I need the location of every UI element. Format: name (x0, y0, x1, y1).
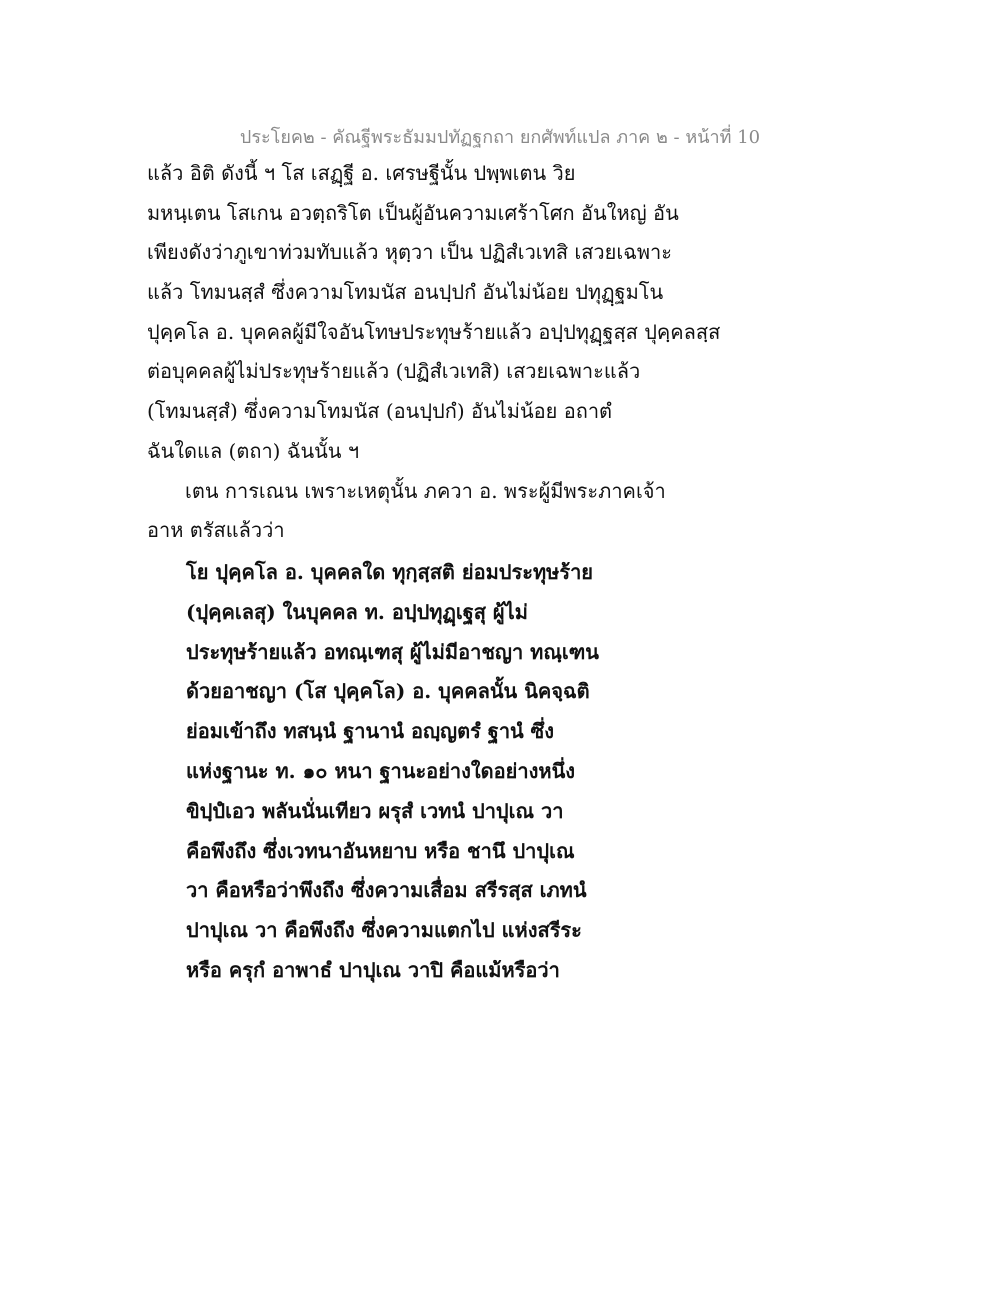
body-line: ปุคฺคโล อ. บุคคลผู้มีใจอันโทษประทุษร้ายแล้ว อปฺปทุฏฺฐสฺส ปุคฺคลสฺส (147, 319, 721, 344)
body-line: (โทมนสฺสํ) ซึ่งความโทมนัส (อนปฺปกํ) อันไม่น้อย อถาตํ (147, 399, 613, 424)
verse-block (186, 557, 866, 995)
verse-line: ขิปฺปํเอว พลันนั่นเทียว ผรุสํ เวทนํ ปาปุเณ วา (186, 798, 564, 823)
body-line: เพียงดังว่าภูเขาท่วมทับแล้ว หุตฺวา เป็น ปฏิสํเวเทสิ เสวยเฉพาะ (147, 240, 672, 265)
body-line: ฉันใดแล (ตถา) ฉันนั้น ฯ (147, 438, 360, 463)
verse-line: ประทุษร้ายแล้ว อทณฺเฑสุ ผู้ไม่มีอาชญา ทณฺเฑน (186, 639, 599, 664)
paragraph-2-second-line: อาห ตรัสแล้วว่า (147, 518, 285, 543)
verse-line: ปาปุเณ วา คือพึงถึง ซึ่งความแตกไป แห่งสรีระ (186, 918, 582, 943)
verse-line: แห่งฐานะ ท. ๑๐ หนา ฐานะอย่างใดอย่างหนึ่ง (186, 758, 576, 783)
body-line: แล้ว อิติ ดังนี้ ฯ โส เสฏฺฐี อ. เศรษฐีนั้น ปพฺพเตน วิย (147, 161, 576, 185)
body-line: มหนฺเตน โสเกน อวตฺถริโต เป็นผู้อันความเศร้าโศก อันใหญ่ อัน (147, 200, 679, 225)
verse-line: โย ปุคฺคโล อ. บุคคลใด ทุกฺสฺสติ ย่อมประทุษร้าย (186, 560, 594, 584)
body-text (147, 158, 847, 555)
verse-line: คือพึงถึง ซึ่งเวทนาอันหยาบ หรือ ชานึ ปาปุเณ (186, 838, 575, 863)
verse-line: ด้วยอาชญา (โส ปุคฺคโล) อ. บุคคลนั้น นิคจฺฉติ (186, 679, 590, 704)
verse-line: วา คือหรือว่าพึงถึง ซึ่งความเสื่อม สรีรสฺส เภทนํ (186, 878, 587, 903)
body-line: ต่อบุคคลผู้ไม่ประทุษร้ายแล้ว (ปฏิสํเวเทสิ) เสวยเฉพาะแล้ว (147, 359, 641, 384)
verse-line: (ปุคฺคเลสุ) ในบุคคล ท. อปฺปทุฏฺเฐสุ ผู้ไม่ (186, 599, 528, 624)
verse-line: ย่อมเข้าถึง ทสนฺนํ ฐานานํ อญฺญตรํ ฐานํ ซึ่ง (186, 719, 555, 744)
body-line: แล้ว โทมนสฺสํ ซึ่งความโทมนัส อนปฺปกํ อันไม่น้อย ปทุฏฺฐมโน (147, 280, 664, 305)
verse-line: หรือ ครุกํ อาพาธํ ปาปุเณ วาปิ คือแม้หรือว่า (186, 957, 560, 982)
paragraph-2-first-line: เตน การเณน เพราะเหตุนั้น ภควา อ. พระผู้มีพระภาคเจ้า (185, 478, 666, 503)
page-header: ประโยค๒ - คัณฐีพระธัมมปทัฏฐกถา ยกศัพท์แปล ภาค ๒ - หน้าที่ 10 (239, 127, 761, 148)
